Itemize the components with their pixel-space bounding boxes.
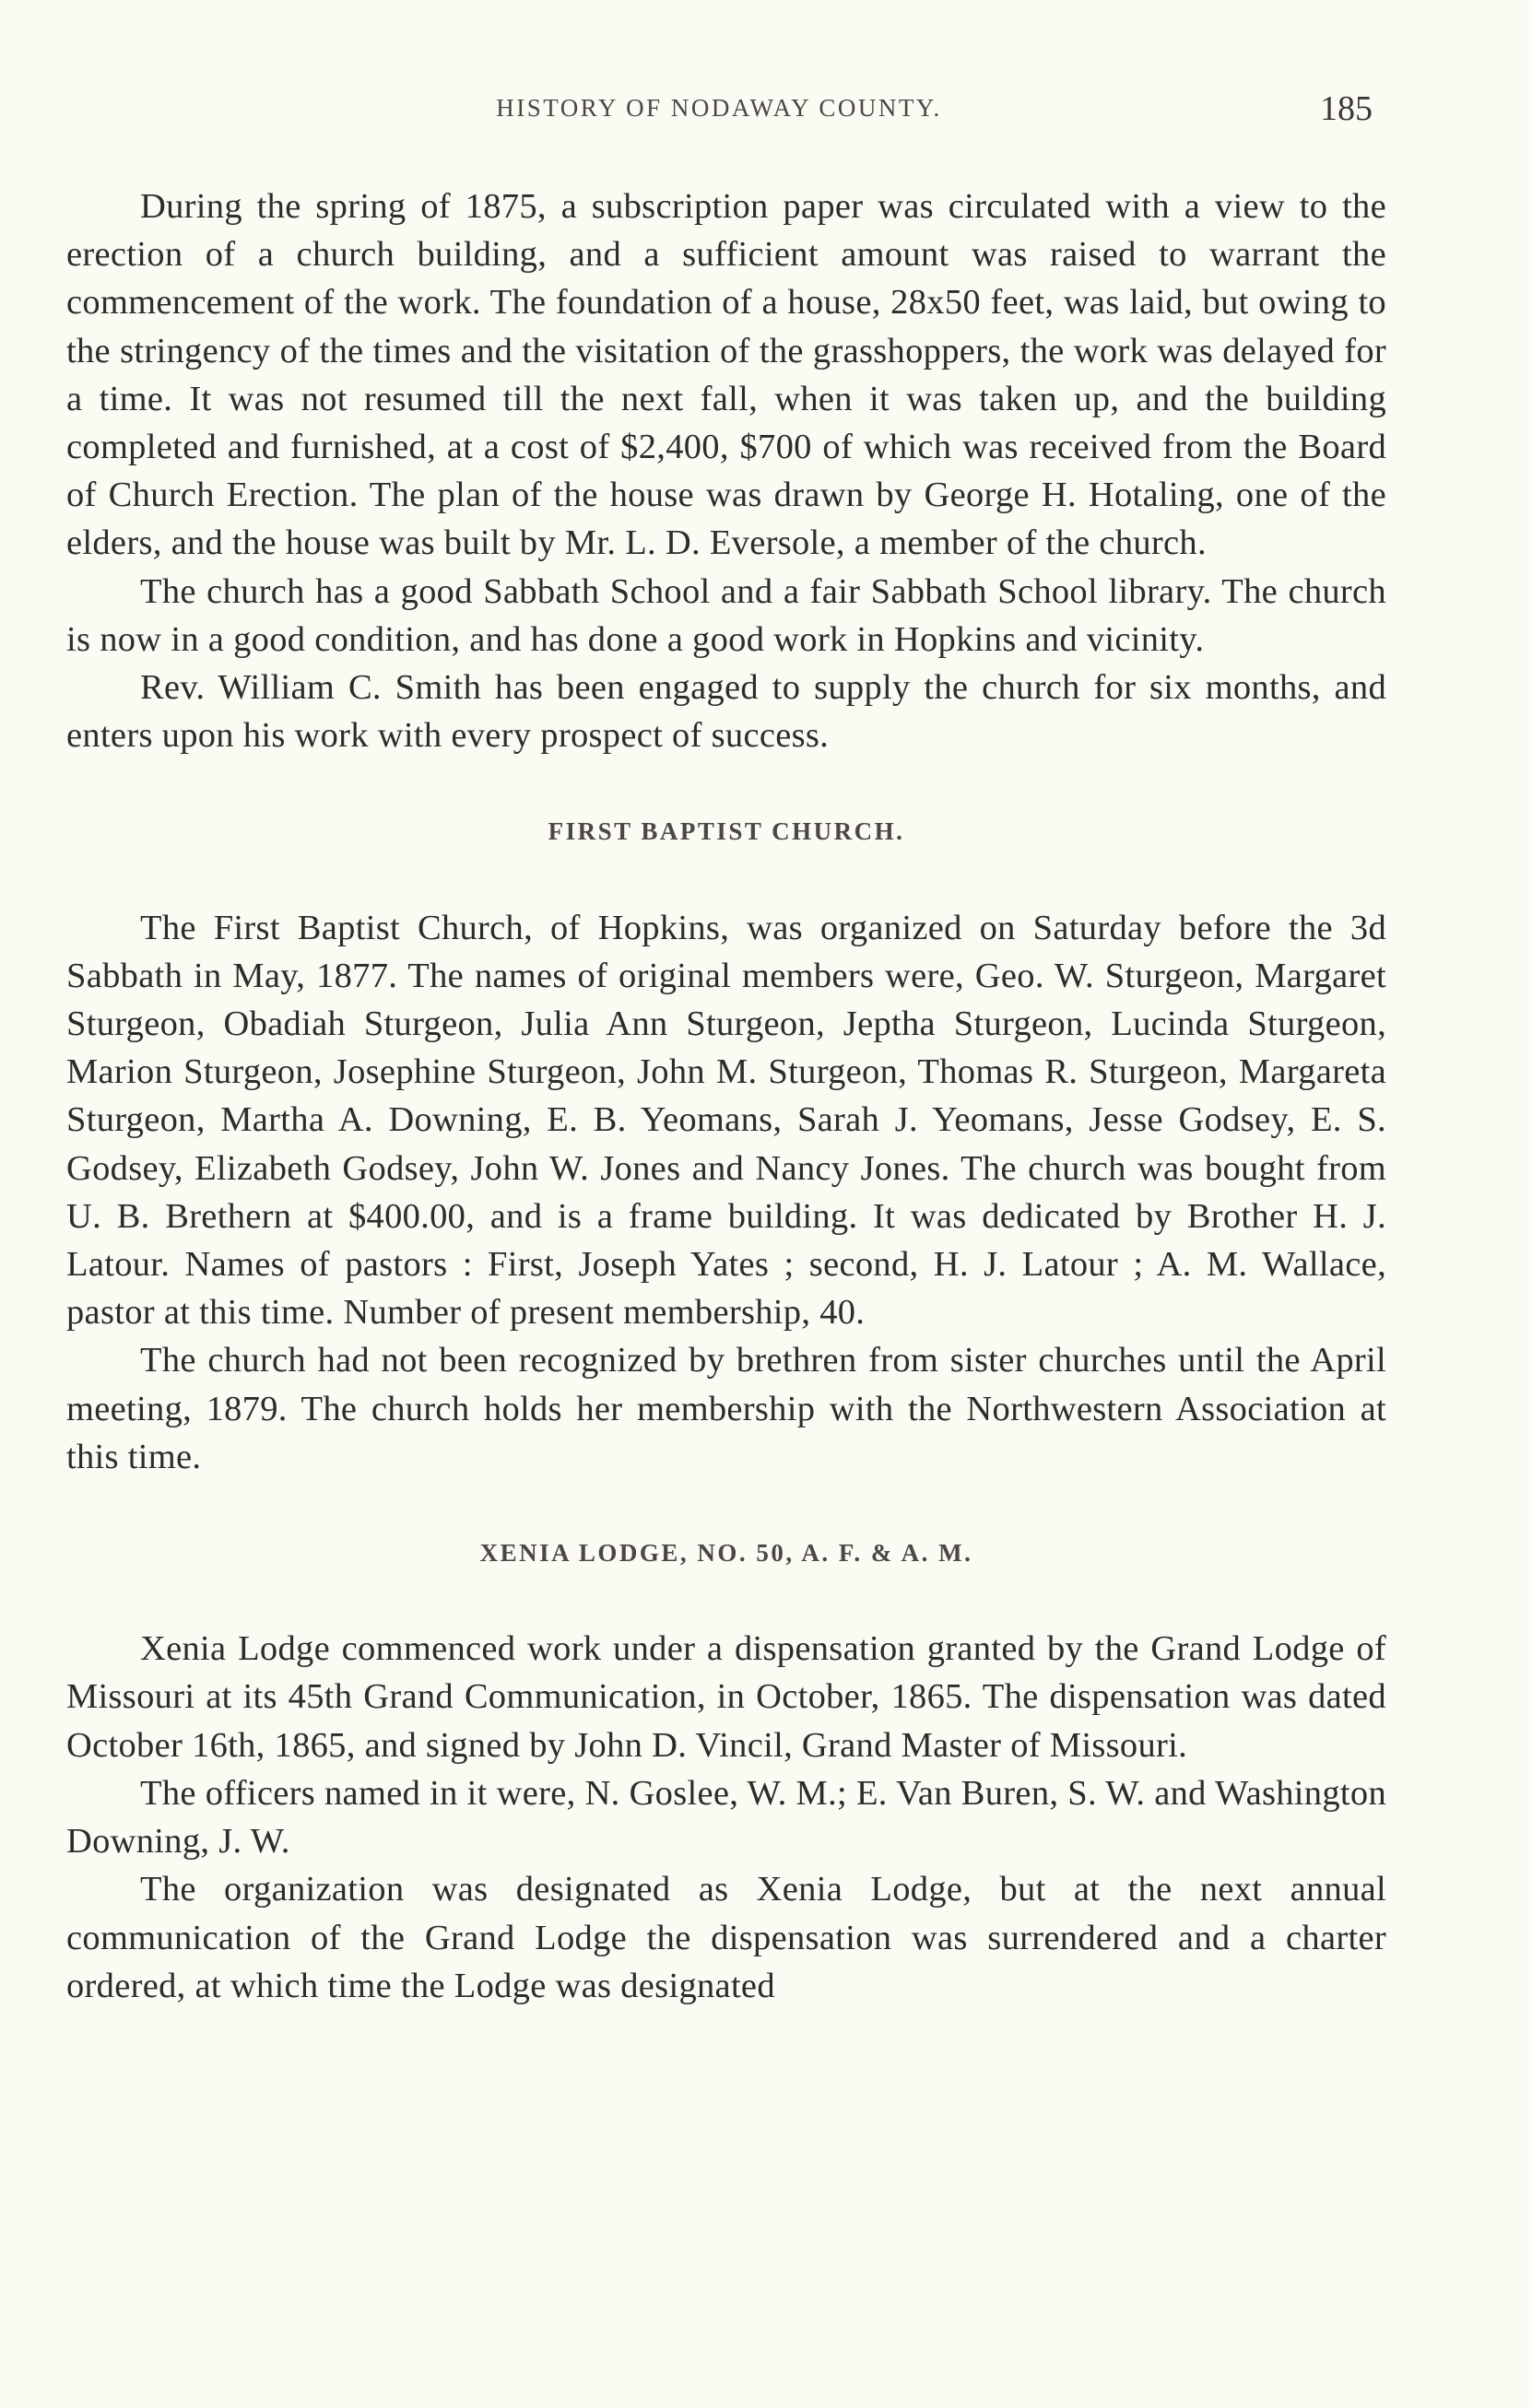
body-text — [66, 182, 1386, 2010]
paragraph: During the spring of 1875, a subscription paper was circulated with a view to the erection of a church building, and a sufficient amount was raised to warrant the commencement of the work. The foundation of a house, 28x50 feet, was laid, but owing to the stringency of the times and the visitation of the grasshoppers, the work was delayed for a time. It was not resumed till the next fall, when it was taken up, and the building completed and furnished, at a cost of $2,400, $700 of which was received from the Board of Church Erection. The plan of the house was drawn by George H. Hotaling, one of the elders, and the house was built by Mr. L. D. Eversole, a member of the church. — [66, 187, 1386, 563]
paragraph: Rev. William C. Smith has been engaged to supply the church for six months, and enters upon his work with every prospect of success. — [66, 668, 1386, 756]
paragraph: The First Baptist Church, of Hopkins, was organized on Saturday before the 3d Sabbath in May, 1877. The names of original members were, Geo. W. Sturgeon, Margaret Sturgeon, Obadiah Sturgeon, Julia Ann Sturgeon, Jeptha Sturgeon, Lucinda Sturgeon, Marion Sturgeon, Josephine Sturgeon, John M. Sturgeon, Thomas R. Sturgeon, Margareta Sturgeon, Martha A. Downing, E. B. Yeomans, Sarah J. Yeomans, Jesse Godsey, E. S. Godsey, Elizabeth Godsey, John W. Jones and Nancy Jones. The church was bought from U. B. Brethern at $400.00, and is a frame building. It was dedicated by Brother H. J. Latour. Names of pastors : First, Joseph Yates ; second, H. J. Latour ; A. M. Wallace, pastor at this time. Number of present membership, 40. — [66, 908, 1386, 1333]
section-heading-first-baptist-church: FIRST BAPTIST CHURCH. — [548, 817, 905, 846]
section-heading-xenia-lodge: XENIA LODGE, NO. 50, A. F. & A. M. — [479, 1539, 973, 1568]
paragraph: The church has a good Sabbath School and a fair Sabbath School library. The church is now in a good condition, and has done a good work in Hopkins and vicinity. — [66, 571, 1386, 659]
running-title: HISTORY OF NODAWAY COUNTY. — [496, 94, 942, 122]
paragraph: The church had not been recognized by brethren from sister churches until the April meeting, 1879. The church holds her membership with the Northwestern Association at this time. — [66, 1341, 1386, 1476]
page-number: 185 — [1320, 89, 1373, 128]
paragraph: Xenia Lodge commenced work under a dispensation granted by the Grand Lodge of Missouri at its 45th Grand Communication, in October, 1865. The dispensation was dated October 16th, 1865, and signed by John D. Vincil, Grand Master of Missouri. — [66, 1629, 1386, 1765]
paragraph: The officers named in it were, N. Goslee, W. M.; E. Van Buren, S. W. and Washington Downing, J. W. — [66, 1773, 1386, 1862]
paragraph: The organization was designated as Xenia Lodge, but at the next annual communication of the Grand Lodge the dispensation was surrendered and a charter ordered, at which time the Lodge was designated — [66, 1870, 1386, 2005]
